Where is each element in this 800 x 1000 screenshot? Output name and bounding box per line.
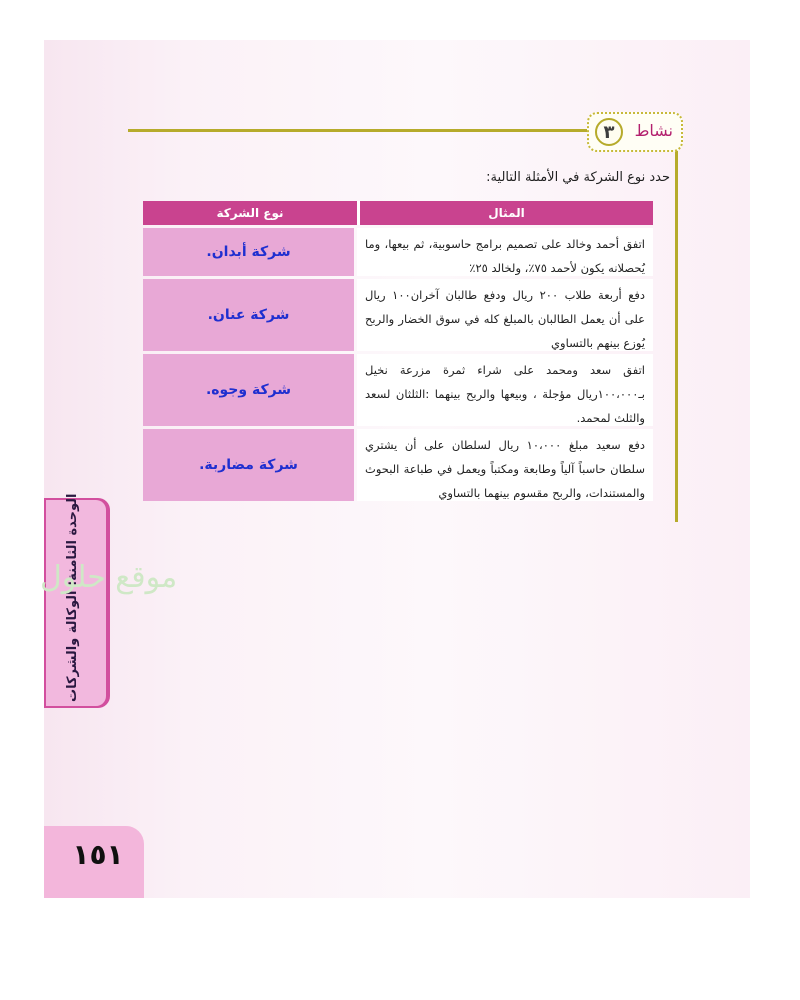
activity-badge — [587, 112, 683, 152]
header-example: المثال — [357, 201, 653, 225]
table-row — [143, 354, 653, 426]
side-rule — [675, 150, 678, 522]
company-type-cell: شركة مضاربة. — [143, 429, 354, 501]
company-type-table — [143, 201, 653, 501]
example-cell: اتفق أحمد وخالد على تصميم برامج حاسوبية، ثم بيعها، وما يُحصلانه يكون لأحمد ٧٥٪، ولخالد ٢٥٪ — [357, 228, 653, 276]
unit-title: الوحدة الثامنة: الوكالة والشركات — [65, 493, 80, 702]
example-cell: دفع أربعة طلاب ٢٠٠ ريال ودفع طالبان آخران١٠٠ ريال على أن يعمل الطالبان بالمبلغ كله في سوق الخضار والربح يُوزع بينهم بالتساوي — [357, 279, 653, 351]
watermark: موقع حلول — [40, 560, 178, 595]
activity-label: نشاط — [634, 121, 673, 140]
table-row — [143, 429, 653, 501]
example-cell: دفع سعيد مبلغ ١٠،٠٠٠ ريال لسلطان على أن يشتري سلطان حاسباً آلياً وطابعة ومكتباً ويعمل في طباعة البحوث والمستندات، والربح مقسوم بينهما بالتساوي — [357, 429, 653, 501]
header-type: نوع الشركة — [216, 206, 284, 220]
table-row — [143, 279, 653, 351]
activity-number: ٣ — [595, 118, 623, 146]
unit-side-tab-inner — [46, 493, 106, 706]
page-number: ١٥١ — [72, 838, 124, 871]
company-type-cell: شركة وجوه. — [143, 354, 354, 426]
example-cell: اتفق سعد ومحمد على شراء ثمرة مزرعة نخيل بـ١٠٠،٠٠٠ريال مؤجلة ، وبيعها والربح بينهما :الثلثان لسعد والثلث لمحمد. — [357, 354, 653, 426]
company-type-cell: شركة أبدان. — [143, 228, 354, 276]
instruction-text: حدد نوع الشركة في الأمثلة التالية: — [486, 170, 670, 185]
header-rule — [128, 129, 590, 132]
company-type-cell: شركة عنان. — [143, 279, 354, 351]
table-header — [143, 201, 653, 225]
unit-side-tab — [44, 493, 110, 708]
table-row — [143, 228, 653, 276]
